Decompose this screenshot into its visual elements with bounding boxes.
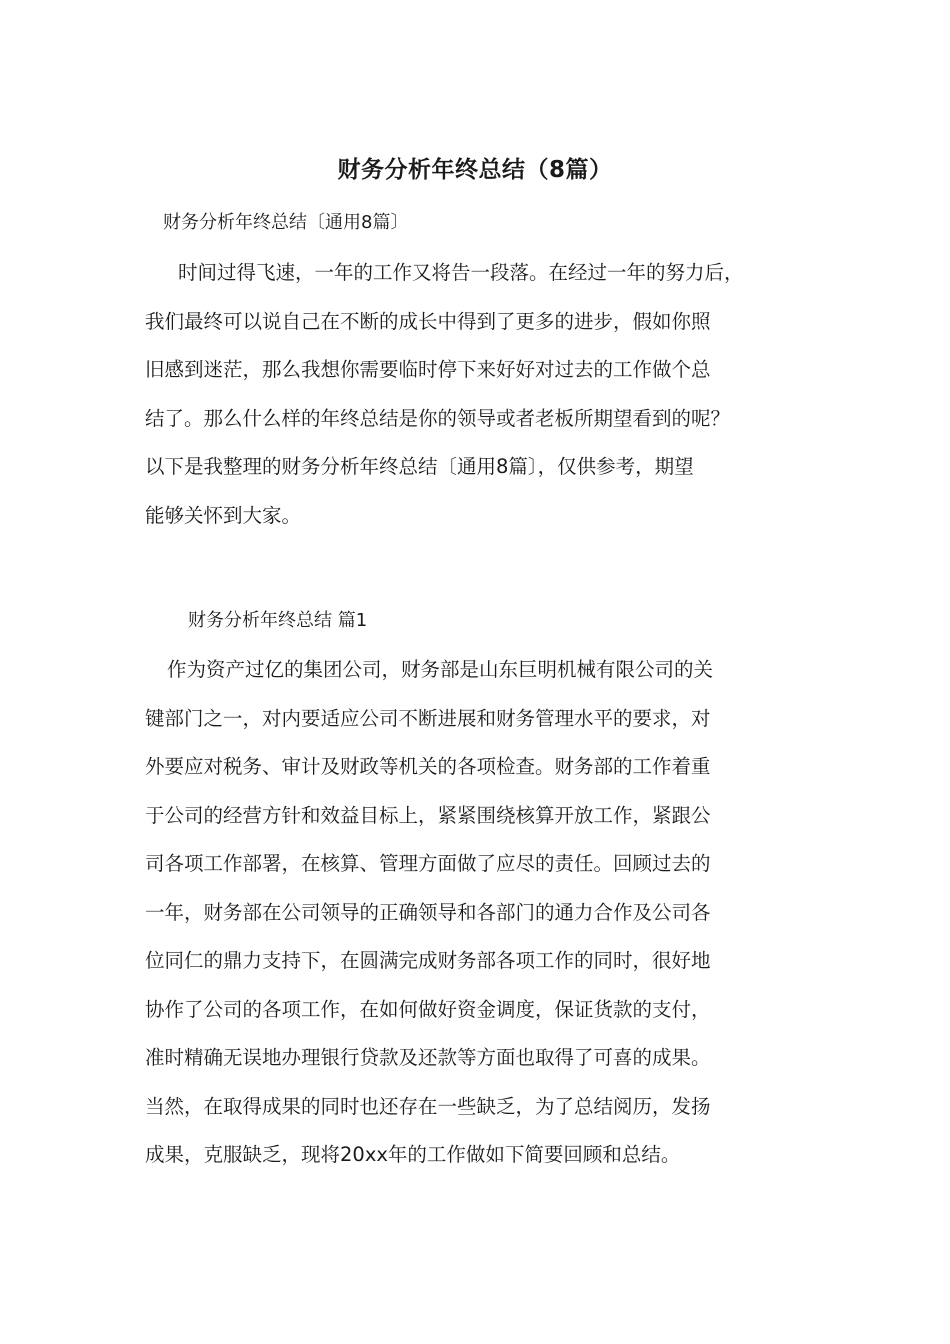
paragraph-line: 于公司的经营方针和效益目标上，紧紧围绕核算开放工作，紧跟公 xyxy=(145,803,711,827)
paragraph-line: 一年，财务部在公司领导的正确领导和各部门的通力合作及公司各 xyxy=(145,900,711,924)
paragraph-line: 我们最终可以说自己在不断的成长中得到了更多的进步，假如你照 xyxy=(145,309,711,333)
document-subtitle: 财务分析年终总结〔通用8篇〕 xyxy=(163,212,409,233)
document-title: 财务分析年终总结（8篇） xyxy=(337,157,613,183)
paragraph-line: 外要应对税务、审计及财政等机关的各项检查。财务部的工作着重 xyxy=(145,755,711,778)
paragraph-line: 当然，在取得成果的同时也还存在一些缺乏，为了总结阅历，发扬 xyxy=(145,1094,711,1118)
paragraph-line: 时间过得飞速，一年的工作又将告一段落。在经过一年的努力后， xyxy=(178,261,744,284)
section-heading: 财务分析年终总结 篇1 xyxy=(188,610,368,631)
paragraph-line: 能够关怀到大家。 xyxy=(145,503,302,527)
paragraph-line: 司各项工作部署，在核算、管理方面做了应尽的责任。回顾过去的 xyxy=(145,852,711,875)
paragraph-line: 作为资产过亿的集团公司，财务部是山东巨明机械有限公司的关 xyxy=(167,658,714,681)
paragraph-line: 位同仁的鼎力支持下，在圆满完成财务部各项工作的同时，很好地 xyxy=(145,949,711,972)
paragraph-line: 结了。那么什么样的年终总结是你的领导或者老板所期望看到的呢？ xyxy=(145,406,731,430)
paragraph-line: 协作了公司的各项工作，在如何做好资金调度，保证货款的支付， xyxy=(145,997,711,1021)
paragraph-line: 键部门之一，对内要适应公司不断进展和财务管理水平的要求，对 xyxy=(145,706,711,730)
intro-paragraph xyxy=(145,249,815,540)
section-paragraph xyxy=(145,646,815,1180)
paragraph-line: 以下是我整理的财务分析年终总结〔通用8篇〕，仅供参考，期望 xyxy=(145,455,694,478)
paragraph-line: 准时精确无误地办理银行贷款及还款等方面也取得了可喜的成果。 xyxy=(145,1046,711,1069)
paragraph-line: 旧感到迷茫，那么我想你需要临时停下来好好对过去的工作做个总 xyxy=(145,358,711,381)
paragraph-line: 成果，克服缺乏，现将20xx年的工作做如下简要回顾和总结。 xyxy=(145,1143,681,1166)
